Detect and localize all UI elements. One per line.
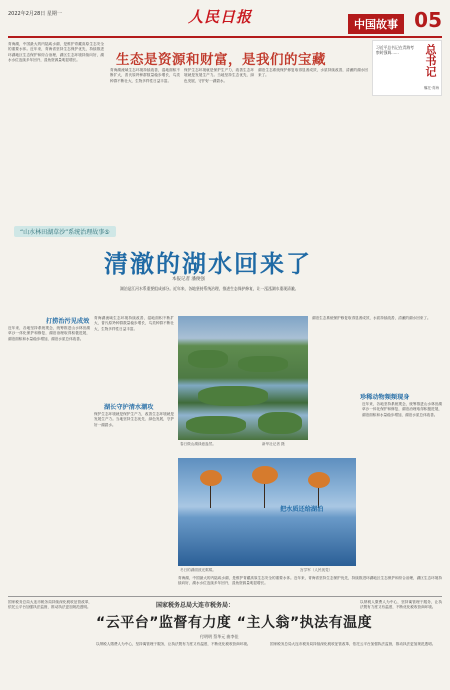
- feature-col-4: 湖泊生态系统保护修复取得显著成效，水质持续改善，清澈的湖水回来了。: [312, 316, 431, 320]
- calligraphy-logo: 总书记: [424, 44, 437, 77]
- feature-title: 清澈的湖水回来了: [104, 250, 312, 278]
- top-article-col-4: 湖泊生态系统保护修复取得显著成效，水质持续改善，清澈的湖水回来了。: [258, 68, 368, 78]
- masthead: [8, 4, 442, 38]
- photo2-credit: 宫学军（人民视觉）: [300, 568, 333, 572]
- photo2-caption: 冬日的湖面波光粼粼。: [180, 568, 216, 572]
- page-number: 05: [414, 8, 442, 32]
- subhead-1: 打捞治污见成效: [46, 318, 90, 325]
- subhead-3: 珍稀动物频频现身: [360, 394, 410, 401]
- subhead-2: 湖长守护清水潮攻: [104, 404, 154, 411]
- top-article-col-3: 保护生态环境就是保护生产力，改善生态环境就是发展生产力。当地坚持生态优先、绿色发展，守护好一湖碧水。: [184, 68, 254, 83]
- feature-col-5: 近年来，各地坚持系统观念，统筹推进山水林田湖草沙一体化保护和修复，湖泊治理取得积极进展，湖泊面积和水量稳步增加，湖泊水质总体改善。: [362, 402, 442, 417]
- subhead-4: 把水质还给湖泊: [280, 506, 324, 513]
- feature-col-1: 近年来，各地坚持系统观念，统筹推进山水林田湖草沙一体化保护和修复，湖泊治理取得积极进展，湖泊面积和水量稳步增加，湖泊水质总体改善。: [8, 326, 90, 341]
- top-article-headline: 生态是资源和财富，是我们的宝藏: [116, 52, 326, 68]
- feature-intro: 湖泊是江河水系重要组成部分。近年来，各地坚持系统治理，推进生态保护修复，让一泓泓湖水重现清澈。: [120, 286, 299, 291]
- series-label: “山水林田湖草沙”系统治理故事⑤: [14, 226, 116, 237]
- top-article-col-1: 青海湖，中国最大的内陆咸水湖，是维护青藏高原生态安全的重要水体。近年来，青海省坚持生态保护优先，持续推进环湖地区生态保护和综合治理，湖区生态环境持续向好，湖水水位连续多年回升，湟鱼资源量明显增长。: [8, 42, 104, 63]
- feature-byline: 本报记者 潘俊强: [172, 277, 205, 282]
- feature-col-2: 青海湖流域生态环境持续改善，湿地面积不断扩大，普氏原羚种群数量稳步增长，鸟类种群不断壮大，生物多样性日益丰富。: [94, 316, 174, 331]
- bottom-article-title: “云平台”监督有力度 “主人翁”执法有温度: [96, 615, 373, 631]
- bottom-col-3: 国家税务总局大连市税务局持续深化税收征管改革，依托云平台加强执法监督，推动执法更加规范透明。: [270, 642, 436, 646]
- bottom-article-kicker: 国家税务总局大连市税务局：: [156, 602, 235, 609]
- lake-photo-aerial: [178, 316, 308, 440]
- lake-photo-trees: [178, 458, 356, 566]
- newspaper-logo: 人民日报: [188, 8, 253, 26]
- sidebar-text: 习近平总书记在青海考察时强调……: [376, 45, 414, 55]
- bottom-col-4: 以纳税人缴费人为中心，坚持寓管理于服务，让执法既有力度又有温度，不断优化税收营商环境。: [360, 600, 442, 610]
- section-divider: [8, 596, 442, 597]
- bottom-col-2: 以纳税人缴费人为中心，坚持寓管理于服务，让执法既有力度又有温度，不断优化税收营商环境。: [96, 642, 251, 646]
- feature-col-3: 保护生态环境就是保护生产力，改善生态环境就是发展生产力。当地坚持生态优先、绿色发展，守护好一湖碧水。: [94, 412, 174, 427]
- sidebar-box: [372, 40, 442, 96]
- photo1-caption: 春日微山湖绿意盎然。: [180, 442, 216, 446]
- section-label: 中国故事: [348, 14, 404, 34]
- top-article-col-2: 青海湖流域生态环境持续改善，湿地面积不断扩大，普氏原羚种群数量稳步增长，鸟类种群不断壮大，生物多样性日益丰富。: [110, 68, 180, 83]
- photo1-credit: 新华社记者 摄: [262, 442, 285, 446]
- sidebar-caption: 嘱托·青海: [423, 86, 439, 90]
- date-line: 2022年2月28日 星期一: [8, 11, 62, 17]
- bottom-article-byline: 付明明 蔡华元 曲李佳: [200, 634, 239, 639]
- bottom-col-1: 国家税务总局大连市税务局持续深化税收征管改革，依托云平台加强执法监督，推动执法更加规范透明。: [8, 600, 92, 610]
- feature-col-6: 青海湖，中国最大的内陆咸水湖，是维护青藏高原生态安全的重要水体。近年来，青海省坚持生态保护优先，持续推进环湖地区生态保护和综合治理，湖区生态环境持续向好，湖水水位连续多年回升，湟鱼资源量明显增长。: [178, 576, 442, 586]
